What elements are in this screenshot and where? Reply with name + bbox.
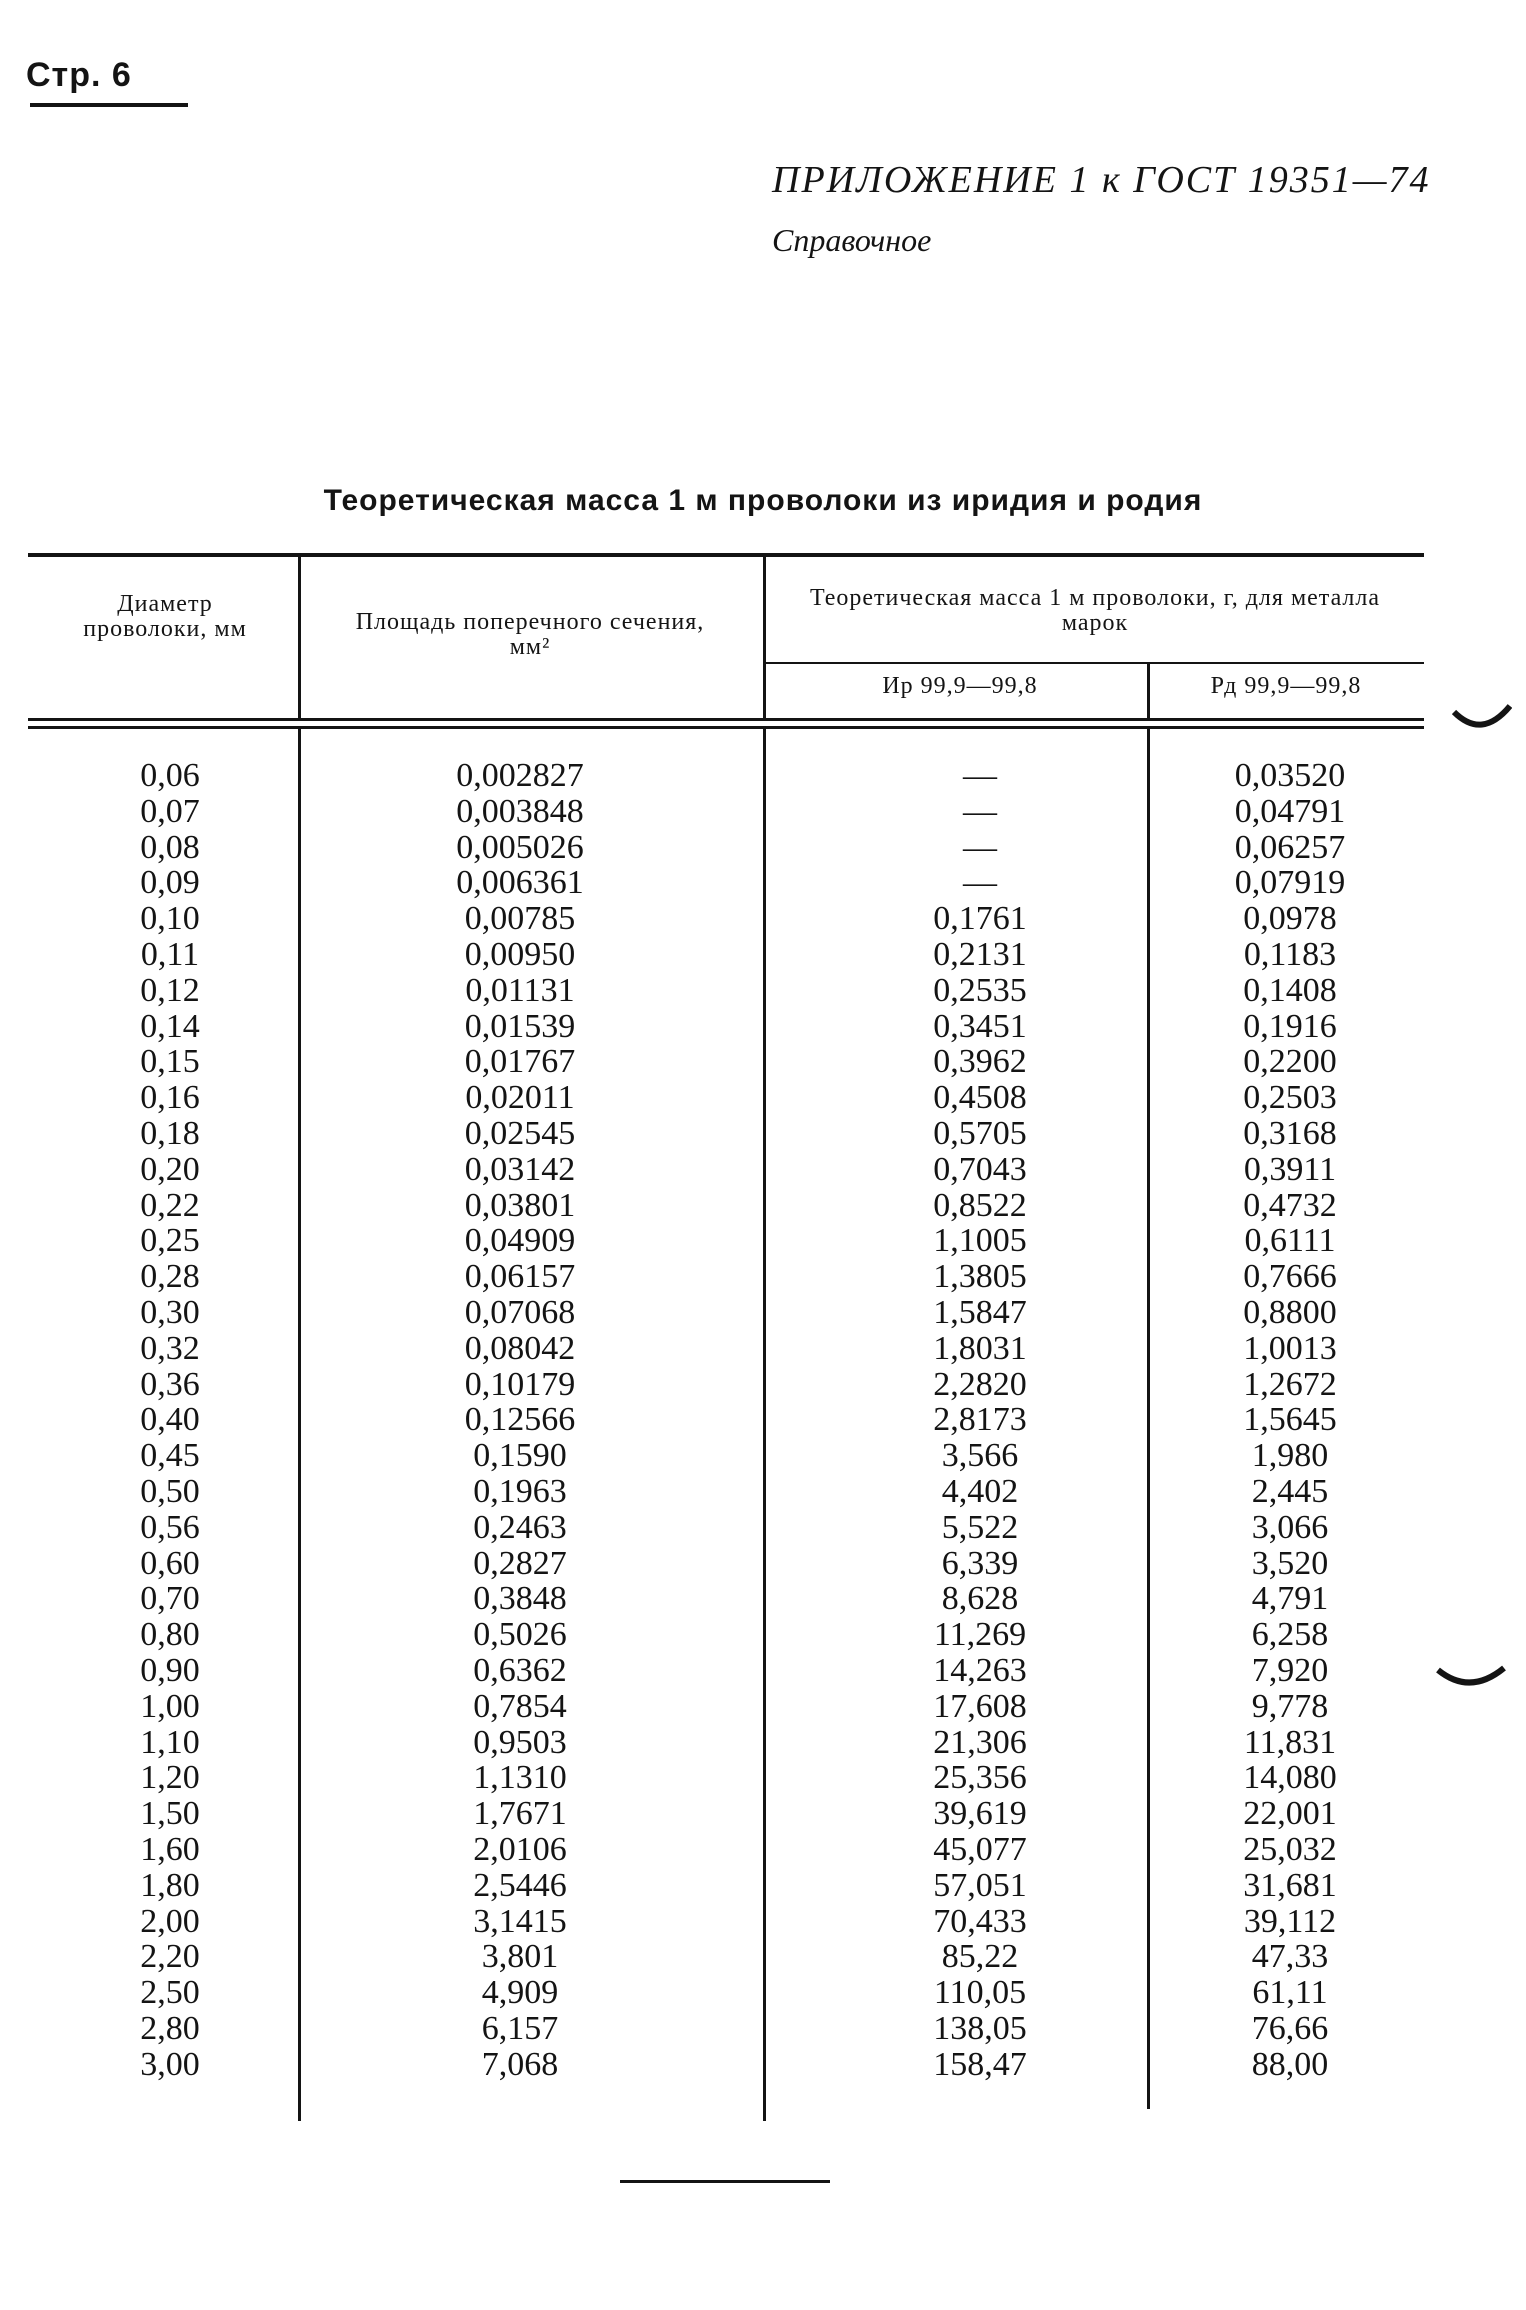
cell-area: 0,2463 — [473, 1508, 567, 1546]
cell-diameter: 0,06 — [140, 757, 200, 794]
header-mass-group: Теоретическая масса 1 м проволоки, г, для металла марок — [809, 585, 1381, 636]
header-diameter: Диаметр проволоки, мм — [83, 591, 247, 642]
cell-diameter: 0,36 — [140, 1365, 200, 1403]
cell-diameter: 0,32 — [140, 1329, 200, 1367]
cell-ir: 3,566 — [941, 1437, 1019, 1475]
cell-diameter: 0,50 — [140, 1472, 200, 1510]
cell-diameter: 2,50 — [140, 1974, 200, 2012]
mass-group-rule — [765, 662, 1424, 664]
cell-rd: 31,681 — [1243, 1866, 1337, 1904]
cell-rd: 0,07919 — [1234, 864, 1346, 902]
cell-area: 6,157 — [481, 2009, 559, 2047]
cell-ir: 5,522 — [941, 1508, 1019, 1546]
appendix-title: ПРИЛОЖЕНИЕ 1 к ГОСТ 19351—74 — [772, 159, 1431, 201]
cell-rd: 0,04791 — [1234, 792, 1346, 830]
cell-diameter: 1,00 — [140, 1687, 200, 1725]
cell-ir: — — [963, 828, 997, 866]
cell-ir: 0,8522 — [933, 1186, 1027, 1224]
cell-ir: 0,2535 — [933, 971, 1027, 1009]
cell-ir: 21,306 — [933, 1723, 1027, 1761]
cell-diameter: 2,80 — [140, 2009, 200, 2047]
cell-diameter: 1,60 — [140, 1830, 200, 1868]
cell-area: 0,01539 — [464, 1007, 576, 1045]
table-top-rule — [28, 553, 1424, 557]
cell-diameter: 0,10 — [140, 900, 200, 938]
cell-ir: 1,8031 — [933, 1329, 1027, 1367]
header-bottom-rule-2 — [28, 726, 1424, 729]
cell-ir: 1,5847 — [933, 1293, 1027, 1331]
column-divider-2-body — [763, 729, 766, 2121]
cell-rd: 6,258 — [1251, 1616, 1329, 1654]
cell-diameter: 0,45 — [140, 1437, 200, 1475]
cell-rd: 14,080 — [1243, 1759, 1337, 1797]
cell-area: 0,03801 — [464, 1186, 576, 1224]
cell-rd: 0,06257 — [1234, 828, 1346, 866]
column-divider-1-body — [298, 729, 301, 2121]
cell-area: 1,7671 — [473, 1795, 567, 1833]
cell-diameter: 2,00 — [140, 1902, 200, 1940]
page-number: Стр. 6 — [26, 56, 132, 94]
cell-area: 0,2827 — [473, 1544, 567, 1582]
table-title: Теоретическая масса 1 м проволоки из иридия и родия — [323, 484, 1203, 517]
cell-area: 0,005026 — [456, 828, 584, 866]
cell-diameter: 2,20 — [140, 1938, 200, 1976]
cell-rd: 0,1183 — [1243, 935, 1337, 973]
cell-area: 0,07068 — [464, 1293, 576, 1331]
cell-rd: 61,11 — [1252, 1974, 1328, 2012]
cell-area: 0,01767 — [464, 1043, 576, 1081]
cell-diameter: 0,30 — [140, 1293, 200, 1331]
cell-area: 0,002827 — [456, 757, 584, 794]
cell-diameter: 0,40 — [140, 1401, 200, 1439]
cell-ir: 0,2131 — [933, 935, 1027, 973]
cell-ir: 0,7043 — [933, 1150, 1027, 1188]
cell-area: 0,3848 — [473, 1580, 567, 1618]
appendix-subtitle: Справочное — [772, 222, 932, 258]
cell-rd: 1,5645 — [1243, 1401, 1337, 1439]
cell-area: 0,9503 — [473, 1723, 567, 1761]
cell-ir: — — [963, 792, 997, 830]
cell-area: 0,1963 — [473, 1472, 567, 1510]
cell-diameter: 0,09 — [140, 864, 200, 902]
cell-diameter: 0,18 — [140, 1114, 200, 1152]
cell-diameter: 1,50 — [140, 1795, 200, 1833]
cell-rd: 0,6111 — [1244, 1222, 1336, 1260]
cell-rd: 1,0013 — [1243, 1329, 1337, 1367]
cell-diameter: 0,20 — [140, 1150, 200, 1188]
cell-ir: 6,339 — [941, 1544, 1019, 1582]
end-rule — [620, 2180, 830, 2183]
cell-rd: 25,032 — [1243, 1830, 1337, 1868]
header-rd: Рд 99,9—99,8 — [1210, 673, 1362, 699]
cell-area: 0,08042 — [464, 1329, 576, 1367]
cell-diameter: 0,25 — [140, 1222, 200, 1260]
cell-ir: 4,402 — [941, 1472, 1019, 1510]
cell-ir: 39,619 — [933, 1795, 1027, 1833]
cell-diameter: 3,00 — [140, 2045, 200, 2083]
cell-ir: 70,433 — [933, 1902, 1027, 1940]
scan-edge-mark-top — [1452, 700, 1512, 740]
cell-rd: 0,3911 — [1243, 1150, 1337, 1188]
cell-ir: 0,5705 — [933, 1114, 1027, 1152]
column-divider-3-body — [1147, 729, 1150, 2109]
cell-area: 0,00785 — [464, 900, 576, 938]
cell-diameter: 0,11 — [140, 935, 200, 973]
cell-area: 0,06157 — [464, 1258, 576, 1296]
cell-diameter: 0,70 — [140, 1580, 200, 1618]
cell-ir: 0,3451 — [933, 1007, 1027, 1045]
cell-rd: 0,8800 — [1243, 1293, 1337, 1331]
cell-ir: 2,8173 — [933, 1401, 1027, 1439]
cell-diameter: 0,90 — [140, 1651, 200, 1689]
cell-ir: 11,269 — [933, 1616, 1027, 1654]
cell-area: 0,02011 — [465, 1079, 575, 1117]
cell-rd: 7,920 — [1251, 1651, 1329, 1689]
cell-ir: — — [963, 757, 997, 794]
column-diameter — [110, 758, 230, 2082]
cell-ir: 57,051 — [933, 1866, 1027, 1904]
cell-ir: 2,2820 — [933, 1365, 1027, 1403]
cell-area: 0,003848 — [456, 792, 584, 830]
cell-rd: 0,0978 — [1243, 900, 1337, 938]
cell-area: 7,068 — [481, 2045, 559, 2083]
header-ir: Ир 99,9—99,8 — [882, 673, 1038, 699]
cell-area: 0,10179 — [464, 1365, 576, 1403]
cell-rd: 0,1916 — [1243, 1007, 1337, 1045]
cell-rd: 0,03520 — [1234, 757, 1346, 794]
cell-ir: 110,05 — [933, 1974, 1027, 2012]
cell-rd: 0,1408 — [1243, 971, 1337, 1009]
cell-ir: — — [963, 864, 997, 902]
header-area: Площадь поперечного сечения, мм² — [355, 609, 705, 660]
cell-rd: 1,980 — [1251, 1437, 1329, 1475]
cell-area: 0,00950 — [464, 935, 576, 973]
cell-rd: 39,112 — [1243, 1902, 1337, 1940]
cell-area: 2,0106 — [473, 1830, 567, 1868]
cell-area: 0,01131 — [465, 971, 575, 1009]
cell-area: 3,801 — [481, 1938, 559, 1976]
cell-area: 0,1590 — [473, 1437, 567, 1475]
cell-ir: 0,4508 — [933, 1079, 1027, 1117]
cell-area: 0,04909 — [464, 1222, 576, 1260]
cell-diameter: 0,22 — [140, 1186, 200, 1224]
column-ir — [880, 758, 1080, 2082]
cell-rd: 2,445 — [1251, 1472, 1329, 1510]
cell-ir: 138,05 — [933, 2009, 1027, 2047]
cell-area: 4,909 — [481, 1974, 559, 2012]
cell-ir: 17,608 — [933, 1687, 1027, 1725]
cell-ir: 14,263 — [933, 1651, 1027, 1689]
cell-rd: 0,2503 — [1243, 1079, 1337, 1117]
cell-diameter: 0,12 — [140, 971, 200, 1009]
page-number-underline — [30, 103, 188, 107]
column-divider-1 — [298, 557, 301, 721]
cell-diameter: 1,10 — [140, 1723, 200, 1761]
cell-diameter: 0,60 — [140, 1544, 200, 1582]
cell-rd: 11,831 — [1243, 1723, 1337, 1761]
cell-rd: 1,2672 — [1243, 1365, 1337, 1403]
cell-area: 0,006361 — [456, 864, 584, 902]
cell-ir: 85,22 — [941, 1938, 1019, 1976]
cell-rd: 0,2200 — [1243, 1043, 1337, 1081]
column-area — [420, 758, 620, 2082]
cell-ir: 1,1005 — [933, 1222, 1027, 1260]
cell-rd: 0,3168 — [1243, 1114, 1337, 1152]
cell-ir: 1,3805 — [933, 1258, 1027, 1296]
cell-diameter: 0,08 — [140, 828, 200, 866]
cell-diameter: 0,28 — [140, 1258, 200, 1296]
cell-diameter: 1,80 — [140, 1866, 200, 1904]
cell-rd: 9,778 — [1251, 1687, 1329, 1725]
cell-ir: 158,47 — [933, 2045, 1027, 2083]
cell-diameter: 0,07 — [140, 792, 200, 830]
cell-area: 0,12566 — [464, 1401, 576, 1439]
cell-area: 0,6362 — [473, 1651, 567, 1689]
cell-diameter: 1,20 — [140, 1759, 200, 1797]
cell-ir: 8,628 — [941, 1580, 1019, 1618]
column-divider-2 — [763, 557, 766, 721]
header-bottom-rule-1 — [28, 718, 1424, 721]
cell-rd: 22,001 — [1243, 1795, 1337, 1833]
column-divider-3 — [1147, 664, 1150, 721]
cell-area: 1,1310 — [473, 1759, 567, 1797]
cell-area: 0,5026 — [473, 1616, 567, 1654]
cell-rd: 0,7666 — [1243, 1258, 1337, 1296]
cell-rd: 4,791 — [1251, 1580, 1329, 1618]
cell-area: 0,02545 — [464, 1114, 576, 1152]
column-rd — [1200, 758, 1380, 2082]
cell-ir: 25,356 — [933, 1759, 1027, 1797]
cell-area: 2,5446 — [473, 1866, 567, 1904]
cell-area: 0,03142 — [464, 1150, 576, 1188]
scan-edge-mark-bottom — [1436, 1660, 1506, 1700]
cell-ir: 0,1761 — [933, 900, 1027, 938]
cell-diameter: 0,14 — [140, 1007, 200, 1045]
cell-rd: 3,066 — [1251, 1508, 1329, 1546]
cell-ir: 45,077 — [933, 1830, 1027, 1868]
cell-diameter: 0,15 — [140, 1043, 200, 1081]
cell-area: 0,7854 — [473, 1687, 567, 1725]
cell-area: 3,1415 — [473, 1902, 567, 1940]
cell-rd: 0,4732 — [1243, 1186, 1337, 1224]
cell-rd: 76,66 — [1251, 2009, 1329, 2047]
cell-rd: 88,00 — [1251, 2045, 1329, 2083]
cell-ir: 0,3962 — [933, 1043, 1027, 1081]
cell-rd: 3,520 — [1251, 1544, 1329, 1582]
cell-diameter: 0,80 — [140, 1616, 200, 1654]
cell-rd: 47,33 — [1251, 1938, 1329, 1976]
cell-diameter: 0,16 — [140, 1079, 200, 1117]
cell-diameter: 0,56 — [140, 1508, 200, 1546]
